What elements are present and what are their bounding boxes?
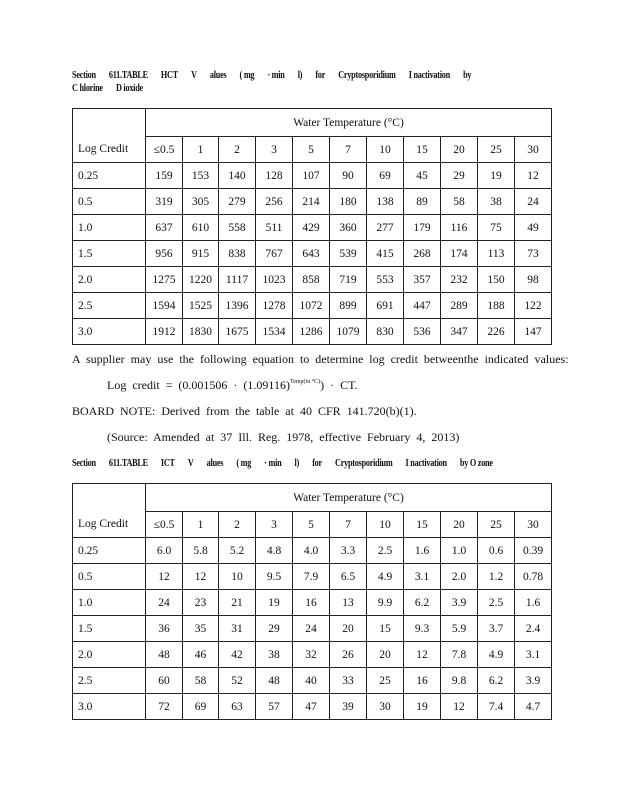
log-credit-equation bbox=[107, 378, 358, 393]
heading-word: C hlorine bbox=[72, 83, 103, 94]
ct-value-cell: 637 bbox=[146, 215, 183, 241]
ct-value-cell: 1912 bbox=[146, 319, 183, 345]
ct-value-cell: 305 bbox=[183, 189, 219, 215]
equation-suffix: ) · CT. bbox=[320, 378, 358, 392]
ct-value-cell: 7.4 bbox=[478, 694, 515, 720]
column-header: ≤0.5 bbox=[146, 137, 183, 163]
column-header: 7 bbox=[330, 137, 367, 163]
ct-value-cell: 3.1 bbox=[404, 564, 441, 590]
ct-value-cell: 553 bbox=[367, 267, 404, 293]
column-header: 15 bbox=[404, 512, 441, 538]
ct-value-cell: 5.8 bbox=[183, 538, 219, 564]
table2-ozone-ct-values bbox=[72, 483, 552, 720]
ct-value-cell: 12 bbox=[515, 163, 552, 189]
ct-value-cell: 511 bbox=[256, 215, 293, 241]
ct-value-cell: 0.78 bbox=[515, 564, 552, 590]
equation-prefix: Log credit = (0.001506 · (1.09116) bbox=[107, 378, 290, 392]
column-header: 20 bbox=[441, 137, 478, 163]
ct-value-cell: 360 bbox=[330, 215, 367, 241]
ct-value-cell: 5.9 bbox=[441, 616, 478, 642]
ct-value-cell: 20 bbox=[367, 642, 404, 668]
ct-value-cell: 357 bbox=[404, 267, 441, 293]
ct-value-cell: 2.5 bbox=[367, 538, 404, 564]
ct-value-cell: 42 bbox=[219, 642, 256, 668]
ct-value-cell: 4.7 bbox=[515, 694, 552, 720]
ct-value-cell: 539 bbox=[330, 241, 367, 267]
ct-value-cell: 31 bbox=[219, 616, 256, 642]
table-row bbox=[73, 538, 552, 564]
ct-value-cell: 256 bbox=[256, 189, 293, 215]
ct-value-cell: 1286 bbox=[293, 319, 330, 345]
log-credit-cell: 2.5 bbox=[73, 668, 146, 694]
ct-value-cell: 45 bbox=[404, 163, 441, 189]
ct-value-cell: 89 bbox=[404, 189, 441, 215]
heading-word: l) bbox=[294, 458, 300, 469]
ct-value-cell: 2.5 bbox=[478, 590, 515, 616]
ct-value-cell: 116 bbox=[441, 215, 478, 241]
ct-value-cell: 1830 bbox=[183, 319, 219, 345]
ct-value-cell: 899 bbox=[330, 293, 367, 319]
table-row bbox=[73, 668, 552, 694]
heading-word: HCT bbox=[160, 70, 178, 81]
ct-value-cell: 159 bbox=[146, 163, 183, 189]
table-row bbox=[73, 163, 552, 189]
log-credit-cell: 3.0 bbox=[73, 319, 146, 345]
ct-value-cell: 113 bbox=[478, 241, 515, 267]
ct-value-cell: 4.9 bbox=[478, 642, 515, 668]
ct-value-cell: 30 bbox=[367, 694, 404, 720]
ct-value-cell: 188 bbox=[478, 293, 515, 319]
ct-value-cell: 153 bbox=[183, 163, 219, 189]
ct-value-cell: 107 bbox=[293, 163, 330, 189]
ct-value-cell: 279 bbox=[219, 189, 256, 215]
ct-value-cell: 15 bbox=[367, 616, 404, 642]
log-credit-cell: 0.5 bbox=[73, 564, 146, 590]
table-group-header: Water Temperature (°C) bbox=[146, 109, 552, 137]
ct-value-cell: 19 bbox=[478, 163, 515, 189]
heading-word: 611.TABLE bbox=[108, 458, 148, 469]
ct-value-cell: 691 bbox=[367, 293, 404, 319]
column-header: 10 bbox=[367, 512, 404, 538]
ct-value-cell: 610 bbox=[183, 215, 219, 241]
ct-value-cell: 3.7 bbox=[478, 616, 515, 642]
heading-word: Section bbox=[72, 70, 96, 81]
ct-value-cell: 289 bbox=[441, 293, 478, 319]
ct-value-cell: 24 bbox=[515, 189, 552, 215]
ct-value-cell: 26 bbox=[330, 642, 367, 668]
column-header: 25 bbox=[478, 512, 515, 538]
ct-value-cell: 90 bbox=[330, 163, 367, 189]
ct-value-cell: 16 bbox=[293, 590, 330, 616]
log-credit-cell: 1.5 bbox=[73, 241, 146, 267]
source-note: (Source: Amended at 37 Ill. Reg. 1978, effective February 4, 2013) bbox=[107, 430, 460, 444]
heading-word: for bbox=[315, 70, 326, 81]
ct-value-cell: 1278 bbox=[256, 293, 293, 319]
table-row bbox=[73, 241, 552, 267]
column-header: 3 bbox=[256, 137, 293, 163]
log-credit-cell: 0.5 bbox=[73, 189, 146, 215]
ct-value-cell: 858 bbox=[293, 267, 330, 293]
ct-value-cell: 20 bbox=[330, 616, 367, 642]
ct-value-cell: 277 bbox=[367, 215, 404, 241]
ct-value-cell: 63 bbox=[219, 694, 256, 720]
column-header: 30 bbox=[515, 137, 552, 163]
column-header: 25 bbox=[478, 137, 515, 163]
ct-value-cell: 13 bbox=[330, 590, 367, 616]
log-credit-cell: 2.0 bbox=[73, 642, 146, 668]
ct-value-cell: 1.2 bbox=[478, 564, 515, 590]
ct-value-cell: 33 bbox=[330, 668, 367, 694]
ct-value-cell: 838 bbox=[219, 241, 256, 267]
table-group-header: Water Temperature (°C) bbox=[146, 484, 552, 512]
log-credit-cell: 2.5 bbox=[73, 293, 146, 319]
table-row bbox=[73, 694, 552, 720]
ct-value-cell: 9.8 bbox=[441, 668, 478, 694]
ct-value-cell: 38 bbox=[478, 189, 515, 215]
column-header: 1 bbox=[183, 137, 219, 163]
ct-value-cell: 2.4 bbox=[515, 616, 552, 642]
heading-word: 611.TABLE bbox=[108, 70, 148, 81]
ct-value-cell: 69 bbox=[183, 694, 219, 720]
heading-word: D ioxide bbox=[115, 83, 143, 94]
table-row bbox=[73, 189, 552, 215]
ct-value-cell: 16 bbox=[404, 668, 441, 694]
ct-value-cell: 268 bbox=[404, 241, 441, 267]
ct-value-cell: 347 bbox=[441, 319, 478, 345]
log-credit-cell: 0.25 bbox=[73, 163, 146, 189]
heading-word: alues bbox=[206, 458, 224, 469]
ct-value-cell: 6.2 bbox=[404, 590, 441, 616]
heading-word: I nactivation bbox=[405, 458, 447, 469]
ct-value-cell: 12 bbox=[441, 694, 478, 720]
log-credit-cell: 1.0 bbox=[73, 215, 146, 241]
ct-value-cell: 2.0 bbox=[441, 564, 478, 590]
ct-value-cell: 40 bbox=[293, 668, 330, 694]
column-header: ≤0.5 bbox=[146, 512, 183, 538]
ct-value-cell: 9.3 bbox=[404, 616, 441, 642]
ct-value-cell: 447 bbox=[404, 293, 441, 319]
ct-value-cell: 3.9 bbox=[441, 590, 478, 616]
ct-value-cell: 69 bbox=[367, 163, 404, 189]
ct-value-cell: 35 bbox=[183, 616, 219, 642]
table-row bbox=[73, 267, 552, 293]
heading-word: Cryptosporidium bbox=[335, 458, 393, 469]
table-row bbox=[73, 616, 552, 642]
ct-value-cell: 122 bbox=[515, 293, 552, 319]
ct-value-cell: 98 bbox=[515, 267, 552, 293]
ct-value-cell: 6.2 bbox=[478, 668, 515, 694]
equation-intro: A supplier may use the following equation to determine log credit betweenthe indicated values: bbox=[72, 352, 569, 366]
table2-heading-line1 bbox=[72, 458, 506, 469]
ct-value-cell: 128 bbox=[256, 163, 293, 189]
table1-heading-line2 bbox=[72, 83, 484, 94]
ct-value-cell: 1.6 bbox=[404, 538, 441, 564]
ct-value-cell: 232 bbox=[441, 267, 478, 293]
ct-value-cell: 429 bbox=[293, 215, 330, 241]
heading-word: for bbox=[312, 458, 322, 469]
ct-value-cell: 73 bbox=[515, 241, 552, 267]
ct-value-cell: 1023 bbox=[256, 267, 293, 293]
column-header: 5 bbox=[293, 137, 330, 163]
heading-word: I nactivation bbox=[408, 70, 450, 81]
ct-value-cell: 147 bbox=[515, 319, 552, 345]
ct-value-cell: 767 bbox=[256, 241, 293, 267]
log-credit-cell: 2.0 bbox=[73, 267, 146, 293]
ct-value-cell: 47 bbox=[293, 694, 330, 720]
column-header: 5 bbox=[293, 512, 330, 538]
ct-value-cell: 9.5 bbox=[256, 564, 293, 590]
ct-value-cell: 24 bbox=[293, 616, 330, 642]
ct-value-cell: 7.9 bbox=[293, 564, 330, 590]
ct-value-cell: 536 bbox=[404, 319, 441, 345]
ct-value-cell: 9.9 bbox=[367, 590, 404, 616]
ct-value-cell: 58 bbox=[441, 189, 478, 215]
table1-heading bbox=[72, 70, 484, 94]
ct-value-cell: 38 bbox=[256, 642, 293, 668]
ct-value-cell: 0.6 bbox=[478, 538, 515, 564]
ct-value-cell: 19 bbox=[256, 590, 293, 616]
heading-word: Section bbox=[72, 458, 96, 469]
heading-word: alues bbox=[209, 70, 227, 81]
ct-value-cell: 1275 bbox=[146, 267, 183, 293]
heading-word: l) bbox=[297, 70, 303, 81]
table-corner-cell bbox=[73, 484, 146, 512]
ct-value-cell: 179 bbox=[404, 215, 441, 241]
table1-heading-line1 bbox=[72, 70, 484, 81]
ct-value-cell: 49 bbox=[515, 215, 552, 241]
equation-exponent: Temp(in °C) bbox=[289, 379, 321, 385]
table-row bbox=[73, 564, 552, 590]
ct-value-cell: 150 bbox=[478, 267, 515, 293]
ct-value-cell: 830 bbox=[367, 319, 404, 345]
heading-word: ( mg bbox=[239, 70, 255, 81]
table-row bbox=[73, 319, 552, 345]
ct-value-cell: 226 bbox=[478, 319, 515, 345]
table-row bbox=[73, 590, 552, 616]
heading-word: ICT bbox=[160, 458, 175, 469]
ct-value-cell: 956 bbox=[146, 241, 183, 267]
ct-value-cell: 415 bbox=[367, 241, 404, 267]
ct-value-cell: 214 bbox=[293, 189, 330, 215]
ct-value-cell: 1.6 bbox=[515, 590, 552, 616]
ct-value-cell: 0.39 bbox=[515, 538, 552, 564]
ct-value-cell: 1525 bbox=[183, 293, 219, 319]
ct-value-cell: 1534 bbox=[256, 319, 293, 345]
ct-value-cell: 319 bbox=[146, 189, 183, 215]
ct-value-cell: 5.2 bbox=[219, 538, 256, 564]
ct-value-cell: 10 bbox=[219, 564, 256, 590]
heading-word: · min bbox=[264, 458, 282, 469]
ct-value-cell: 643 bbox=[293, 241, 330, 267]
ct-value-cell: 24 bbox=[146, 590, 183, 616]
column-header: 15 bbox=[404, 137, 441, 163]
ct-value-cell: 4.8 bbox=[256, 538, 293, 564]
column-header: 2 bbox=[219, 137, 256, 163]
ct-value-cell: 46 bbox=[183, 642, 219, 668]
ct-value-cell: 3.3 bbox=[330, 538, 367, 564]
ct-value-cell: 23 bbox=[183, 590, 219, 616]
table-row bbox=[73, 215, 552, 241]
ct-value-cell: 138 bbox=[367, 189, 404, 215]
ct-value-cell: 1079 bbox=[330, 319, 367, 345]
ct-value-cell: 57 bbox=[256, 694, 293, 720]
ct-value-cell: 12 bbox=[146, 564, 183, 590]
table-corner-cell bbox=[73, 109, 146, 137]
table-row bbox=[73, 642, 552, 668]
ct-value-cell: 29 bbox=[256, 616, 293, 642]
ct-value-cell: 1594 bbox=[146, 293, 183, 319]
ct-value-cell: 21 bbox=[219, 590, 256, 616]
heading-word: ( mg bbox=[236, 458, 252, 469]
ct-value-cell: 1675 bbox=[219, 319, 256, 345]
table1-chlorine-dioxide-ct-values bbox=[72, 108, 552, 345]
table-row-header: Log Credit bbox=[73, 512, 146, 538]
heading-word: V bbox=[191, 70, 197, 81]
heading-word: by bbox=[463, 70, 472, 81]
ct-value-cell: 1117 bbox=[219, 267, 256, 293]
heading-word: Cryptosporidium bbox=[338, 70, 396, 81]
ct-value-cell: 719 bbox=[330, 267, 367, 293]
ct-value-cell: 174 bbox=[441, 241, 478, 267]
ct-value-cell: 39 bbox=[330, 694, 367, 720]
ct-value-cell: 36 bbox=[146, 616, 183, 642]
column-header: 3 bbox=[256, 512, 293, 538]
ct-value-cell: 3.9 bbox=[515, 668, 552, 694]
column-header: 20 bbox=[441, 512, 478, 538]
ct-value-cell: 32 bbox=[293, 642, 330, 668]
ct-value-cell: 140 bbox=[219, 163, 256, 189]
ct-value-cell: 180 bbox=[330, 189, 367, 215]
ct-value-cell: 4.0 bbox=[293, 538, 330, 564]
ct-value-cell: 1220 bbox=[183, 267, 219, 293]
log-credit-cell: 0.25 bbox=[73, 538, 146, 564]
heading-word: · min bbox=[267, 70, 285, 81]
ct-value-cell: 25 bbox=[367, 668, 404, 694]
table-row-header: Log Credit bbox=[73, 137, 146, 163]
ct-value-cell: 915 bbox=[183, 241, 219, 267]
ct-value-cell: 7.8 bbox=[441, 642, 478, 668]
log-credit-cell: 1.5 bbox=[73, 616, 146, 642]
table2-heading bbox=[72, 458, 506, 469]
ct-value-cell: 52 bbox=[219, 668, 256, 694]
ct-value-cell: 29 bbox=[441, 163, 478, 189]
ct-value-cell: 4.9 bbox=[367, 564, 404, 590]
ct-value-cell: 12 bbox=[404, 642, 441, 668]
column-header: 30 bbox=[515, 512, 552, 538]
column-header: 10 bbox=[367, 137, 404, 163]
ct-value-cell: 60 bbox=[146, 668, 183, 694]
column-header: 2 bbox=[219, 512, 256, 538]
ct-value-cell: 1072 bbox=[293, 293, 330, 319]
ct-value-cell: 19 bbox=[404, 694, 441, 720]
ct-value-cell: 6.0 bbox=[146, 538, 183, 564]
column-header: 1 bbox=[183, 512, 219, 538]
ct-value-cell: 72 bbox=[146, 694, 183, 720]
ct-value-cell: 58 bbox=[183, 668, 219, 694]
ct-value-cell: 1396 bbox=[219, 293, 256, 319]
ct-value-cell: 6.5 bbox=[330, 564, 367, 590]
table-row bbox=[73, 293, 552, 319]
ct-value-cell: 3.1 bbox=[515, 642, 552, 668]
log-credit-cell: 3.0 bbox=[73, 694, 146, 720]
heading-word: V bbox=[187, 458, 194, 469]
ct-value-cell: 48 bbox=[146, 642, 183, 668]
ct-value-cell: 1.0 bbox=[441, 538, 478, 564]
heading-word: by O zone bbox=[459, 458, 493, 469]
column-header: 7 bbox=[330, 512, 367, 538]
log-credit-cell: 1.0 bbox=[73, 590, 146, 616]
board-note: BOARD NOTE: Derived from the table at 40 CFR 141.720(b)(1). bbox=[72, 404, 417, 418]
ct-value-cell: 75 bbox=[478, 215, 515, 241]
ct-value-cell: 558 bbox=[219, 215, 256, 241]
ct-value-cell: 12 bbox=[183, 564, 219, 590]
ct-value-cell: 48 bbox=[256, 668, 293, 694]
